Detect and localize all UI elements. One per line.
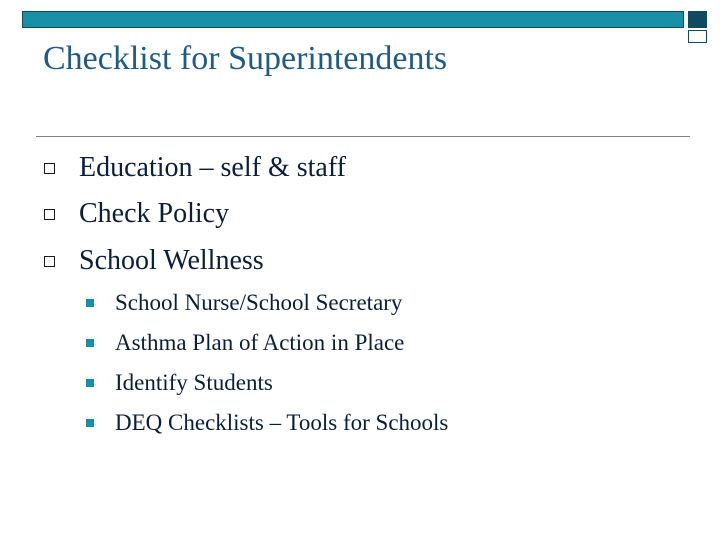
sub-bullet-item-asthma-plan bbox=[86, 327, 404, 359]
sub-bullet-text: Asthma Plan of Action in Place bbox=[115, 330, 405, 355]
slide-title: Checklist for Superintendents bbox=[43, 40, 448, 77]
filled-square-bullet-icon bbox=[86, 379, 94, 387]
filled-square-bullet-icon bbox=[86, 299, 94, 307]
bullet-item-check-policy bbox=[44, 194, 229, 234]
filled-square-bullet-icon bbox=[86, 419, 94, 427]
sub-bullet-item-identify-students bbox=[86, 367, 273, 399]
sub-bullet-item-deq-checklists bbox=[86, 407, 448, 439]
hollow-square-bullet-icon bbox=[44, 209, 55, 220]
hollow-square-bullet-icon bbox=[44, 163, 55, 174]
bullet-text: School Wellness bbox=[79, 245, 264, 276]
filled-square-bullet-icon bbox=[86, 339, 94, 347]
hollow-square-bullet-icon bbox=[44, 256, 55, 267]
bullet-item-education bbox=[44, 148, 346, 188]
bullet-text: Education – self & staff bbox=[79, 152, 346, 183]
sub-bullet-text: DEQ Checklists – Tools for Schools bbox=[115, 410, 449, 435]
bullet-text: Check Policy bbox=[79, 198, 230, 229]
header-corner-square-outline bbox=[688, 30, 707, 43]
header-corner-square-dark bbox=[688, 11, 707, 28]
bullet-item-school-wellness bbox=[44, 241, 264, 281]
sub-bullet-text: School Nurse/School Secretary bbox=[115, 290, 403, 315]
title-divider bbox=[36, 136, 690, 137]
sub-bullet-item-school-nurse bbox=[86, 287, 402, 319]
header-accent-bar bbox=[22, 11, 684, 28]
sub-bullet-text: Identify Students bbox=[115, 370, 273, 395]
